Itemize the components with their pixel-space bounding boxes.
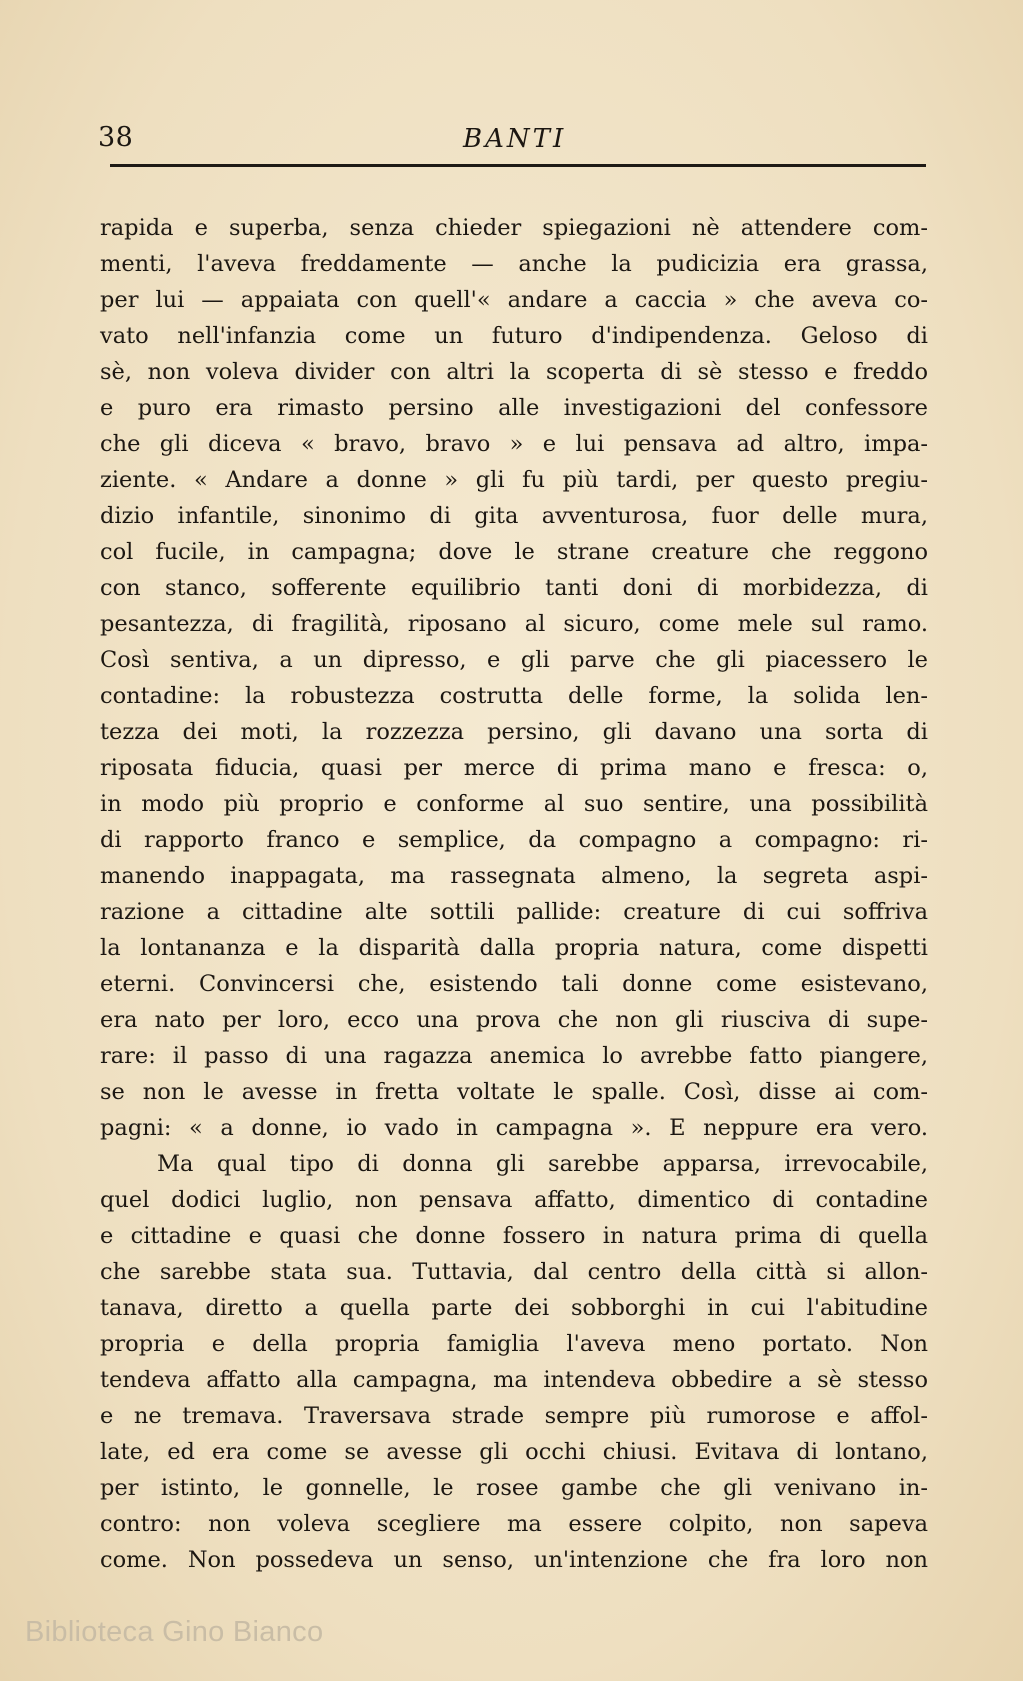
text-line: in modo più proprio e conforme al suo sentire, una possibilità xyxy=(100,791,928,817)
page-number: 38 xyxy=(98,122,134,153)
text-line: eterni. Convincersi che, esistendo tali donne come esistevano, xyxy=(100,971,928,997)
text-line: tendeva affatto alla campagna, ma intendeva obbedire a sè stesso xyxy=(100,1367,928,1393)
text-line: e ne tremava. Traversava strade sempre più rumorose e affol- xyxy=(100,1403,928,1429)
text-line: e cittadine e quasi che donne fossero in natura prima di quella xyxy=(100,1223,928,1249)
text-line: menti, l'aveva freddamente — anche la pudicizia era grassa, xyxy=(100,251,928,277)
text-line: rapida e superba, senza chieder spiegazioni nè attendere com- xyxy=(100,215,928,241)
text-line: di rapporto franco e semplice, da compagno a compagno: ri- xyxy=(100,827,928,853)
text-line: col fucile, in campagna; dove le strane creature che reggono xyxy=(100,539,928,565)
text-line: propria e della propria famiglia l'aveva meno portato. Non xyxy=(100,1331,928,1357)
text-line: tanava, diretto a quella parte dei sobborghi in cui l'abitudine xyxy=(100,1295,928,1321)
text-line: Ma qual tipo di donna gli sarebbe apparsa, irrevocabile, xyxy=(157,1151,928,1177)
page-header xyxy=(98,118,928,158)
text-line: late, ed era come se avesse gli occhi chiusi. Evitava di lontano, xyxy=(100,1439,928,1465)
text-line: per lui — appaiata con quell'« andare a caccia » che aveva co- xyxy=(100,287,928,313)
text-line: pesantezza, di fragilità, riposano al sicuro, come mele sul ramo. xyxy=(100,611,928,637)
text-line: sè, non voleva divider con altri la scoperta di sè stesso e freddo xyxy=(100,359,928,385)
text-line: che gli diceva « bravo, bravo » e lui pensava ad altro, impa- xyxy=(100,431,928,457)
text-line: contro: non voleva scegliere ma essere colpito, non sapeva xyxy=(100,1511,928,1537)
text-line: ziente. « Andare a donne » gli fu più tardi, per questo pregiu- xyxy=(100,467,928,493)
text-line: che sarebbe stata sua. Tuttavia, dal centro della città si allon- xyxy=(100,1259,928,1285)
text-line: se non le avesse in fretta voltate le spalle. Così, disse ai com- xyxy=(100,1079,928,1105)
text-line: pagni: « a donne, io vado in campagna ». E neppure era vero. xyxy=(100,1115,928,1141)
text-line: e puro era rimasto persino alle investigazioni del confessore xyxy=(100,395,928,421)
text-line: manendo inappagata, ma rassegnata almeno, la segreta aspi- xyxy=(100,863,928,889)
text-line: quel dodici luglio, non pensava affatto, dimentico di contadine xyxy=(100,1187,928,1213)
text-line: riposata fiducia, quasi per merce di prima mano e fresca: o, xyxy=(100,755,928,781)
body-text xyxy=(100,210,928,1578)
text-line: vato nell'infanzia come un futuro d'indipendenza. Geloso di xyxy=(100,323,928,349)
text-line: era nato per loro, ecco una prova che non gli riusciva di supe- xyxy=(100,1007,928,1033)
text-line: tezza dei moti, la rozzezza persino, gli davano una sorta di xyxy=(100,719,928,745)
header-rule xyxy=(110,164,926,167)
text-line: rare: il passo di una ragazza anemica lo avrebbe fatto piangere, xyxy=(100,1043,928,1069)
library-watermark: Biblioteca Gino Bianco xyxy=(25,1616,324,1648)
text-line: Così sentiva, a un dipresso, e gli parve che gli piacessero le xyxy=(100,647,928,673)
text-line: razione a cittadine alte sottili pallide: creature di cui soffriva xyxy=(100,899,928,925)
text-line: come. Non possedeva un senso, un'intenzione che fra loro non xyxy=(100,1547,928,1573)
running-head: BANTI xyxy=(463,124,567,154)
text-line: contadine: la robustezza costrutta delle forme, la solida len- xyxy=(100,683,928,709)
text-line: la lontananza e la disparità dalla propria natura, come dispetti xyxy=(100,935,928,961)
text-line: dizio infantile, sinonimo di gita avventurosa, fuor delle mura, xyxy=(100,503,928,529)
text-line: con stanco, sofferente equilibrio tanti doni di morbidezza, di xyxy=(100,575,928,601)
text-line: per istinto, le gonnelle, le rosee gambe che gli venivano in- xyxy=(100,1475,928,1501)
